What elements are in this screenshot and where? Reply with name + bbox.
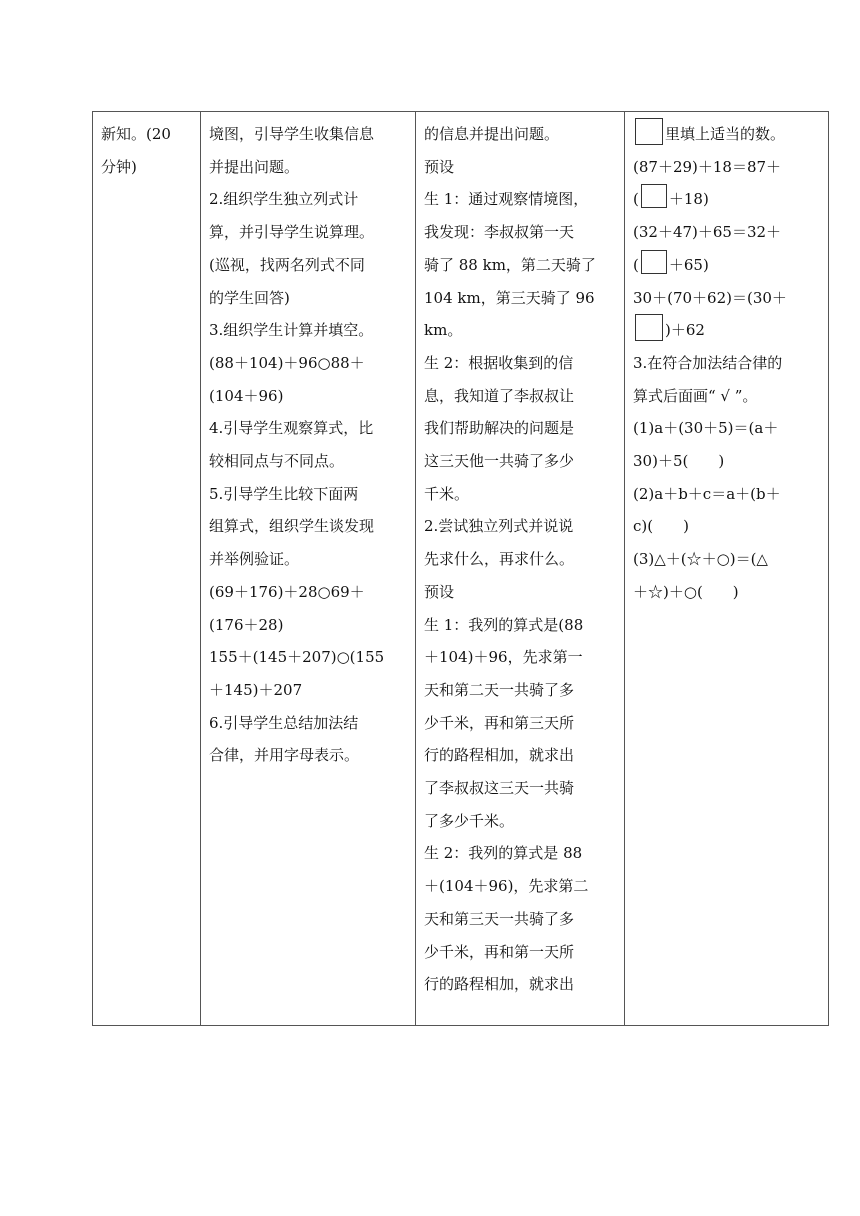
text-line: 生 2：根据收集到的信 [424,353,574,372]
text-line: 少千米，再和第三天所 [424,713,575,732]
text-line: ( ＋18) [633,183,822,216]
text-line: 预设 [424,582,455,601]
text-line: (3)△＋(☆＋○)＝(△ [633,550,768,569]
text-line: 的学生回答) [209,288,290,307]
text-line: 天和第三天一共骑了多 [424,909,575,928]
text-line: 合律，并用字母表示。 [209,746,360,765]
text-line: ＋(104＋96)，先求第二 [424,877,589,896]
exercise-cell [625,112,829,1026]
answer-box [635,314,663,341]
text-line: (69＋176)＋28○69＋ [209,582,365,601]
student-activity-cell [416,112,625,1026]
text-line: 30＋(70＋62)＝(30＋ [633,288,787,307]
text-line: 155＋(145＋207)○(155 [209,648,385,667]
text-line: ＋104)＋96，先求第一 [424,648,583,667]
text-line: 境图，引导学生收集信息 [209,125,375,143]
text-line: 行的路程相加，就求出 [424,975,575,994]
text-line: ＋☆)＋○( ) [633,582,739,601]
text-line: c)( ) [633,517,689,536]
text-line: 6.引导学生总结加法结 [209,713,359,732]
text-line: 预设 [424,157,455,176]
text-line: 里填上适当的数。 [633,118,822,151]
text-line: 我发现：李叔叔第一天 [424,223,575,242]
text-line: ＋145)＋207 [209,680,303,699]
text-line: 算式后面画“ √ ”。 [633,386,758,405]
text-line: 5.引导学生比较下面两 [209,484,359,503]
stage-cell [93,112,201,1026]
text-line: (176＋28) [209,615,284,634]
answer-box [635,118,663,145]
text-line: 骑了 88 km，第二天骑了 [424,255,596,274]
text-line: (88＋104)＋96○88＋ [209,353,365,372]
text-line: 生 1：我列的算式是(88 [424,615,584,634]
text-line: 息，我知道了李叔叔让 [424,386,575,405]
text-line: 先求什么，再求什么。 [424,550,575,569]
table-row [93,112,829,1026]
text-line: 算，并引导学生说算理。 [209,223,375,242]
text-line: 2.组织学生独立列式计 [209,190,359,209]
text-line: (104＋96) [209,386,284,405]
text-line: 2.尝试独立列式并说说 [424,517,574,536]
text-line: km。 [424,321,463,340]
text-line: 并提出问题。 [209,157,300,176]
text-line: 生 1：通过观察情境图， [424,190,589,209]
text-line: 生 2：我列的算式是 88 [424,844,583,863]
text-line: (87＋29)＋18＝87＋ [633,157,782,176]
text-line: 分钟) [101,157,137,176]
text-line: 行的路程相加，就求出 [424,746,575,765]
text-line: 了多少千米。 [424,811,515,830]
text-line: 104 km，第三天骑了 96 [424,288,595,307]
text-line: ( ＋65) [633,249,822,282]
text-line: (2)a＋b＋c＝a＋(b＋ [633,484,781,503]
text-line: 少千米，再和第一天所 [424,942,575,961]
text-line: 较相同点与不同点。 [209,452,345,471]
text-line: 的信息并提出问题。 [424,125,560,143]
text-line: (巡视，找两名列式不同 [209,255,365,274]
text-line: (1)a＋(30＋5)＝(a＋ [633,419,779,438]
text-line: )＋62 [633,314,822,347]
text-line: 了李叔叔这三天一共骑 [424,779,575,798]
text-line: 并举例验证。 [209,550,300,569]
answer-box [641,250,667,274]
text-line: (32＋47)＋65＝32＋ [633,223,782,242]
text-line: 天和第二天一共骑了多 [424,680,575,699]
teacher-activity-cell [201,112,416,1026]
text-line: 30)＋5( ) [633,452,725,471]
text-line: 组算式，组织学生谈发现 [209,517,375,536]
text-line: 千米。 [424,484,470,503]
text-line: 3.组织学生计算并填空。 [209,321,374,340]
text-line: 3.在符合加法结合律的 [633,353,783,372]
text-line: 我们帮助解决的问题是 [424,419,575,438]
text-line: 这三天他一共骑了多少 [424,452,575,471]
lesson-plan-table [92,111,829,1026]
text-line: 新知。(20 [101,125,171,143]
text-line: 4.引导学生观察算式，比 [209,419,374,438]
answer-box [641,184,667,208]
